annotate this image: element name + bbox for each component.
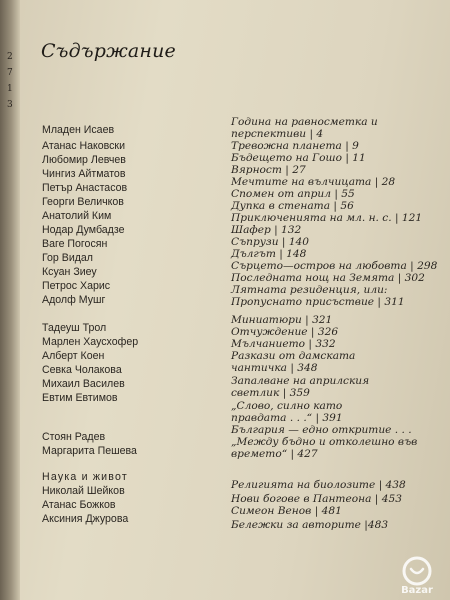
toc-author: Адолф Мушг (42, 294, 106, 306)
toc-author: Марлен Хаусхофер (42, 336, 139, 348)
toc-author: Младен Исаев (42, 124, 115, 136)
spine-mark: 1 (7, 84, 13, 94)
toc-author: Николай Шейков (42, 485, 125, 497)
watermark-text: Bazar (401, 585, 433, 595)
toc-author: Ксуан Зиеу (42, 266, 97, 278)
toc-work: Дългът | 148 (231, 248, 307, 260)
toc-author: Михаил Василев (42, 378, 125, 390)
toc-author: Аксиния Джурова (42, 513, 129, 525)
toc-author: Тадеуш Трол (42, 322, 107, 334)
toc-work: светлик | 359 (231, 387, 310, 399)
toc-work: Симеон Венов | 481 (231, 505, 342, 517)
toc-work: правдата . . .“ | 391 (231, 412, 343, 424)
toc-author: Петър Анастасов (42, 182, 128, 194)
toc-author: Ваге Погосян (42, 238, 108, 250)
toc-work: чантичка | 348 (231, 362, 318, 374)
toc-work: Лятната резиденция, или: (231, 284, 388, 296)
toc-work: Шафер | 132 (231, 224, 302, 236)
toc-work: Миниатюри | 321 (231, 314, 333, 326)
toc-author: Атанас Наковски (42, 140, 125, 152)
toc-author: Атанас Божков (42, 499, 116, 511)
toc-author: Севка Чолакова (42, 364, 122, 376)
toc-work: Бележки за авторите |483 (231, 519, 389, 531)
toc-author: Чингиз Айтматов (42, 168, 126, 180)
toc-work: Мечтите на вълчицата | 28 (231, 176, 396, 188)
toc-author: Анатолий Ким (42, 210, 112, 222)
toc-author: Нодар Думбадзе (42, 224, 125, 236)
toc-author: Любомир Левчев (42, 154, 126, 166)
toc-work: Приключенията на мл. н. с. | 121 (231, 212, 423, 224)
toc-work: Запалване на априлския (231, 375, 370, 387)
toc-author: Евтим Евтимов (42, 392, 118, 404)
bazar-watermark-logo (391, 555, 443, 595)
toc-work: Пропуснато присъствие | 311 (231, 296, 405, 308)
toc-author: Маргарита Пешева (42, 445, 137, 457)
toc-work: Религията на биолозите | 438 (231, 479, 406, 491)
toc-work: Отчуждение | 326 (231, 326, 339, 338)
toc-work: Последната нощ на Земята | 302 (231, 272, 425, 284)
toc-work: Съпрузи | 140 (231, 236, 310, 248)
toc-work: перспективи | 4 (231, 128, 324, 140)
toc-work: Тревожна планета | 9 (231, 140, 359, 152)
toc-work: „Слово, силно като (231, 400, 343, 412)
toc-work: Сърцето—остров на любовта | 298 (231, 260, 438, 272)
toc-author: Петрос Харис (42, 280, 111, 292)
toc-author: Гор Видал (42, 252, 93, 264)
spine-mark: 3 (7, 100, 13, 110)
toc-work: Дупка в стената | 56 (231, 200, 354, 212)
toc-work: времето“ | 427 (231, 448, 318, 460)
toc-work: Вярност | 27 (231, 164, 306, 176)
toc-work: Нови богове в Пантеона | 453 (231, 493, 402, 505)
toc-author: Стоян Радев (42, 431, 106, 443)
toc-work: Бъдещето на Гошо | 11 (231, 152, 366, 164)
spine-mark: 2 (7, 52, 13, 62)
spine-mark: 7 (7, 68, 13, 78)
toc-work: Година на равносметка и (231, 116, 378, 128)
toc-work: Спомен от април | 55 (231, 188, 355, 200)
page-title: Съдържание (41, 40, 176, 62)
toc-work: България — едно откритие . . . (231, 424, 412, 436)
toc-work: „Между бъдно и отколешно във (231, 436, 418, 448)
toc-work: Разкази от дамската (231, 350, 356, 362)
toc-author: Алберт Коен (42, 350, 105, 362)
book-spine (0, 0, 20, 600)
toc-author: Георги Величков (42, 196, 124, 208)
toc-work: Мълчанието | 332 (231, 338, 336, 350)
section-heading: Наука и живот (42, 471, 128, 483)
